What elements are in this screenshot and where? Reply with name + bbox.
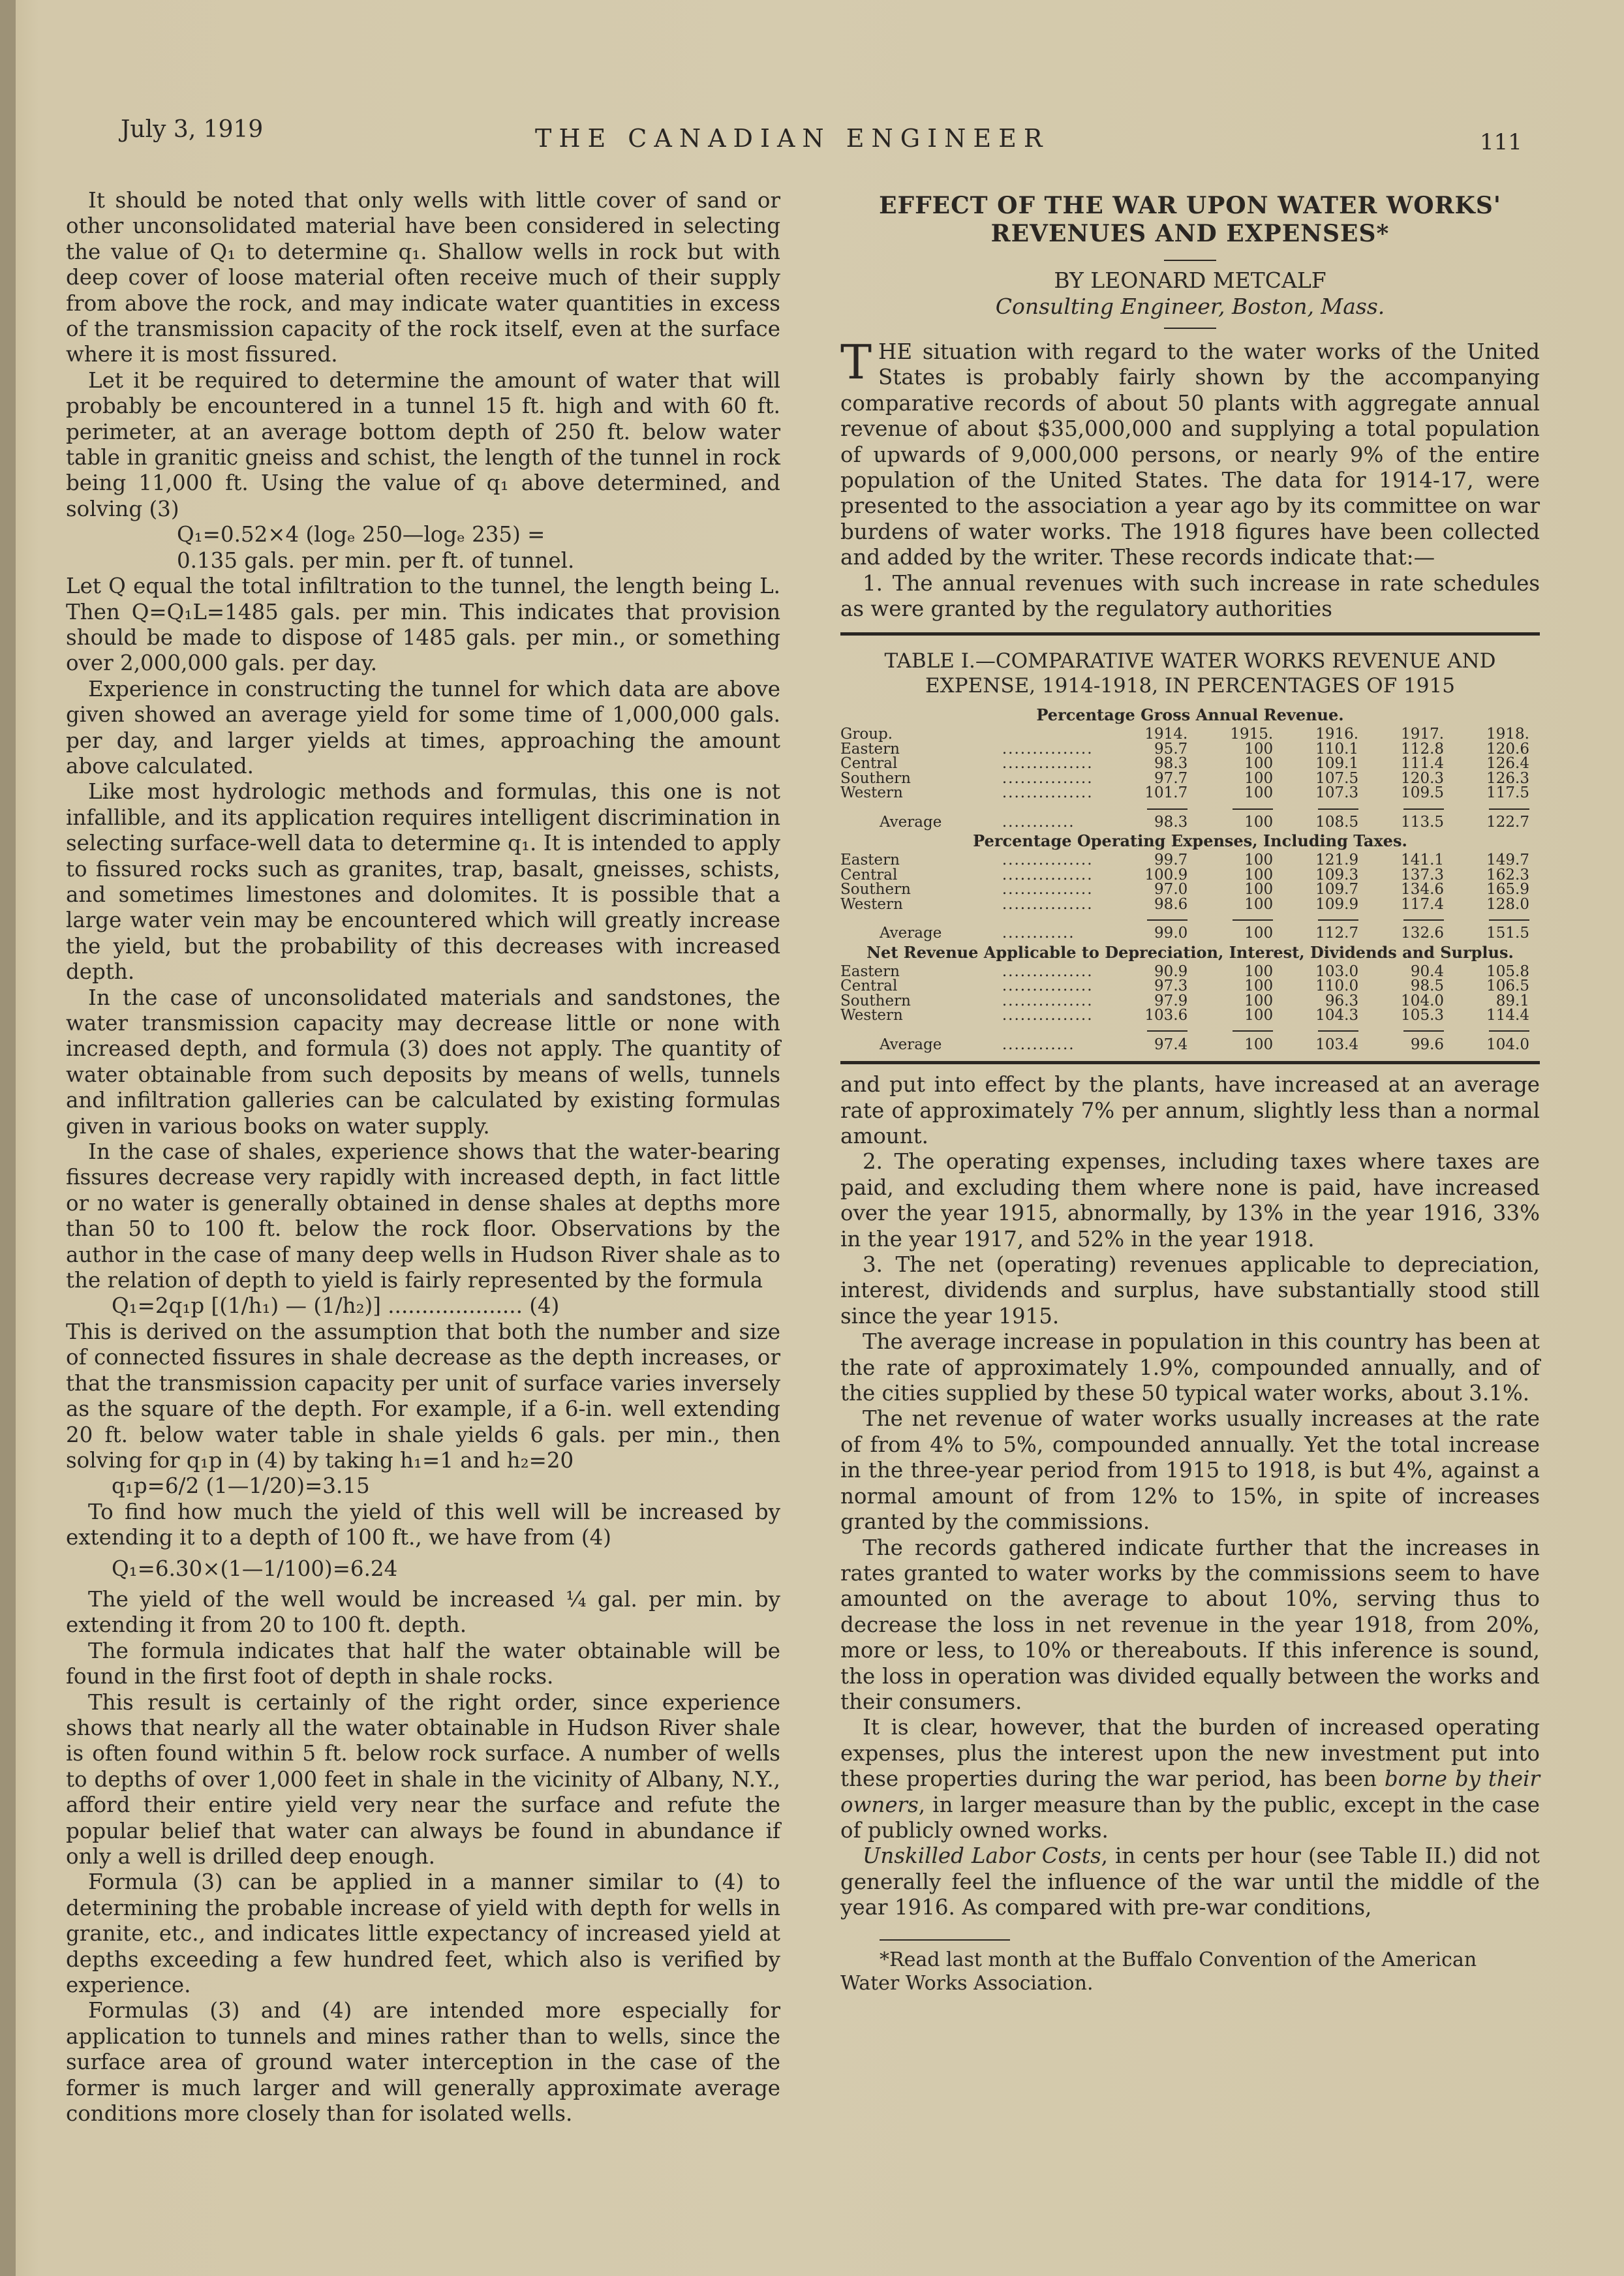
sum-rule [1369,912,1454,926]
table-row [840,1008,1540,1023]
table-average-row [840,815,1540,829]
table-top-rule [840,632,1540,636]
paragraph-text: HE situation with regard to the water works of the United States is probably fairly shown by the accompanying comparative records of about 50 plants with aggregate annual revenue of about $35,000,000 and supplying a total population of upwards of 9,000,000 persons, or nearly 9% of the entire population of the United States. The data for 1914-17, were presented to the association a year ago by its committee on war burdens of water works. The 1918 figures have been collected and added by the writer. These records indicate that:— [840,339,1540,570]
column-header-year: 1914. [1144,726,1188,743]
table-row [840,786,1540,800]
paragraph: 3. The net (operating) revenues applicable to depreciation, interest, dividends and surplus, have substantially stood still since the year 1915. [840,1252,1540,1329]
table-cell-value: 114.4 [1486,1006,1529,1024]
table-cell-value: 97.9 [1154,992,1188,1009]
table-row [840,979,1540,993]
table-cell-value: 107.3 [1315,784,1359,802]
table-cell-value: 107.5 [1315,769,1359,787]
table-cell-value: 104.3 [1315,1006,1359,1024]
spacer [840,912,1002,926]
leader-dots: ............... [1002,771,1094,786]
sum-rule [1454,1023,1540,1037]
paragraph: To find how much the yield of this well will be increased by extending it to a depth of 100 ft., we have from (4) [66,1499,780,1550]
row-average-label: Average [880,813,942,831]
table-cell-value: 104.0 [1401,992,1445,1009]
table-cell-average: 99.6 [1410,1036,1445,1053]
table-cell-value: 105.8 [1486,962,1529,980]
column-header-group: Group. [840,726,893,743]
sum-rule [1112,801,1198,815]
table-cell-value: 100 [1244,992,1274,1009]
revenue-expense-table [840,703,1540,1052]
header-page-number: 111 [1480,129,1522,155]
sum-rule-row [840,801,1540,815]
sum-rule [1198,1023,1283,1037]
leader-dots: ............... [1002,756,1094,771]
table-cell-value: 117.5 [1486,784,1529,802]
header-date: July 3, 1919 [121,116,264,143]
paragraph: The average increase in population in this country has been at the rate of approximately 1.9%, compounded annually, and of the cities supplied by these 50 typical water works, about 3.1%. [840,1329,1540,1406]
paragraph: Formulas (3) and (4) are intended more especially for application to tunnels and mines rather than to wells, since the surface area of ground water interception in the case of the former is much larger and will generally approximate average conditions more closely than for isolated wells. [66,1998,780,2127]
table-cell-value: 141.1 [1401,852,1445,869]
table-cell-value: 98.3 [1154,755,1188,773]
table-cell-value: 109.3 [1315,866,1359,884]
leader-dots: ............... [1002,853,1094,868]
table-cell-average: 108.5 [1315,813,1359,831]
italic-phrase: borne by their owners [840,1766,1540,1817]
table-section-title: Percentage Operating Expenses, Including Taxes. [973,831,1407,851]
leader-dots: ............... [1002,897,1094,912]
table-cell-average: 112.7 [1315,925,1359,942]
table-cell-value: 90.9 [1154,962,1188,980]
table-cell-value: 100 [1244,881,1274,899]
table-cell-average: 132.6 [1401,925,1445,942]
sum-rule [1112,912,1198,926]
binding-shadow [0,0,16,2276]
row-group-label: Western [840,895,903,913]
table-cell-value: 109.5 [1401,784,1445,802]
row-group-label: Southern [840,769,911,787]
article-title-line: REVENUES AND EXPENSES* [990,220,1390,247]
leader-dots: ............ [1002,926,1075,941]
table-cell-value: 100 [1244,895,1274,913]
table-cell-value: 98.6 [1154,895,1188,913]
table-cell-average: 97.4 [1154,1036,1188,1053]
spacer [1002,1023,1112,1037]
table-cell-value: 128.0 [1486,895,1529,913]
sum-rule [1198,801,1283,815]
table-row [840,994,1540,1008]
equation: Q₁=2q₁p [(1/h₁) — (1/h₂)] .................... (4) [112,1293,560,1319]
table-cell-value: 103.6 [1144,1006,1188,1024]
paragraph [840,1843,1540,1920]
table-cell-average: 113.5 [1401,813,1445,831]
sum-rule [1198,912,1283,926]
table-cell-average: 100 [1244,1036,1274,1053]
table-cell-value: 110.1 [1315,740,1359,758]
table-cell-value: 162.3 [1486,866,1529,884]
leader-dots: ............... [1002,741,1094,757]
table-cell-average: 100 [1244,813,1274,831]
table-cell-value: 103.0 [1315,962,1359,980]
paragraph: The formula indicates that half the water obtainable will be found in the first foot of depth in shale rocks. [66,1638,780,1689]
table-average-row [840,1038,1540,1052]
row-group-label: Eastern [840,962,900,980]
row-group-label: Western [840,1006,903,1024]
table-cell-value: 126.3 [1486,769,1529,787]
leader-dots: ............ [1002,814,1075,830]
sum-rule [1283,912,1369,926]
sum-rule [1369,801,1454,815]
leader-dots: ............... [1002,964,1094,979]
article-title [840,192,1540,248]
table-cell-value: 100 [1244,740,1274,758]
paragraph-text: , in larger measure than by the public, except in the case of publicly owned works. [840,1792,1540,1843]
paragraph [840,1715,1540,1843]
table-row [840,742,1540,756]
column-header-year: 1917. [1401,726,1445,743]
table-section-title: Net Revenue Applicable to Depreciation, Interest, Dividends and Surplus. [866,942,1514,962]
left-column [66,188,780,2127]
table-cell-value: 117.4 [1401,895,1445,913]
paragraph: The net revenue of water works usually increases at the rate of from 4% to 5%, compounded annually. Yet the total increase in the three-year period from 1915 to 1918, is but 4%, against a normal amount of from 12% to 15%, in spite of increases granted by the commissions. [840,1406,1540,1535]
table-bottom-rule [840,1061,1540,1064]
paragraph-text: It is clear, however, that the burden of increased operating expenses, plus the interest upon the new investment put into these properties during the war period, has been [840,1715,1540,1792]
table-cell-average: 122.7 [1486,813,1529,831]
footnote: *Read last month at the Buffalo Convention of the American Water Works Association. [840,1948,1477,1995]
table-cell-value: 111.4 [1401,755,1445,773]
row-group-label: Eastern [840,852,900,869]
table-cell-value: 120.6 [1486,740,1529,758]
table-row [840,868,1540,882]
leader-dots: ............... [1002,882,1094,897]
row-group-label: Eastern [840,740,900,758]
table-row [840,964,1540,979]
spacer [840,801,1002,815]
table-cell-value: 137.3 [1401,866,1445,884]
table-row [840,853,1540,867]
table-row [840,771,1540,786]
table-cell-average: 100 [1244,925,1274,942]
table-cell-value: 98.5 [1410,977,1445,995]
spacer [1002,801,1112,815]
equation: q₁p=6/2 (1—1/20)=3.15 [112,1473,370,1499]
sum-rule [1283,801,1369,815]
table-cell-value: 89.1 [1495,992,1529,1009]
row-average-label: Average [880,925,942,942]
table-cell-value: 109.7 [1315,881,1359,899]
paragraph: Like most hydrologic methods and formulas, this one is not infallible, and its application requires intelligent discrimination in selecting surface-well data to determine q₁. It is intended to apply to fissured rocks such as granites, trap, basalt, gneisses, schists, and sometimes limestones and dolomites. It is possible that a large water vein may be encountered which will greatly increase the yield, but the probability of this decreases with increased depth. [66,779,780,985]
table-cell-value: 101.7 [1144,784,1188,802]
leader-dots: ............... [1002,1007,1094,1023]
table-caption-line: TABLE I.—COMPARATIVE WATER WORKS REVENUE AND [884,649,1496,673]
table-cell-average: 151.5 [1486,925,1529,942]
footnote-rule [880,1939,1010,1941]
table-cell-value: 109.9 [1315,895,1359,913]
data-table [840,703,1540,1052]
paragraph: This result is certainly of the right order, since experience shows that nearly all the water obtainable in Hudson River shale is often found within 5 ft. below rock surface. A number of wells to depths of over 1,000 feet in shale in the vicinity of Albany, N.Y., afford their entire yield very near the surface and refute the popular belief that water can always be found in abundance if only a well is drilled deep enough. [66,1689,780,1869]
table-cell-value: 97.3 [1154,977,1188,995]
table-cell-value: 105.3 [1401,1006,1445,1024]
leader-dots: ............... [1002,993,1094,1008]
sum-rule [1369,1023,1454,1037]
equation: Q₁=0.52×4 (logₑ 250—logₑ 235) = [177,522,545,547]
spacer [840,1023,1002,1037]
table-cell-value: 149.7 [1486,852,1529,869]
sum-rule-row [840,1023,1540,1037]
row-group-label: Central [840,977,898,995]
table-row [840,897,1540,912]
table-cell-average: 104.0 [1486,1036,1529,1053]
leader-dots: ............... [1002,867,1094,883]
paragraph: 2. The operating expenses, including taxes where taxes are paid, and excluding them where none is paid, have increased over the year 1915, abnormally, by 13% in the year 1916, 33% in the year 1917, and 52% in the year 1918. [840,1149,1540,1252]
table-section-title: Percentage Gross Annual Revenue. [1036,705,1344,725]
opening-paragraph [840,335,1540,571]
equation: Q₁=6.30×(1—1/100)=6.24 [112,1556,398,1581]
row-average-label: Average [880,1036,942,1053]
table-cell-value: 100.9 [1144,866,1188,884]
table-cell-value: 106.5 [1486,977,1529,995]
paragraph: In the case of unconsolidated materials and sandstones, the water transmission capacity may decrease little or none with increased depth, and formula (3) does not apply. The quantity of water obtainable from such deposits by means of wells, tunnels and infiltration galleries can be calculated by existing formulas given in various books on water supply. [66,985,780,1139]
table-cell-average: 98.3 [1154,813,1188,831]
paragraph: Formula (3) can be applied in a manner similar to (4) to determining the probable increase of yield with depth for wells in granite, etc., and indicates little expectancy of increased yield at depths exceeding a few hundred feet, which also is verified by experience. [66,1869,780,1998]
table-cell-value: 100 [1244,962,1274,980]
table-cell-value: 100 [1244,755,1274,773]
table-caption [840,649,1540,698]
right-column [840,188,1540,1995]
equation-result: 0.135 gals. per min. per ft. of tunnel. [177,547,575,573]
header-journal-title: THE CANADIAN ENGINEER [535,124,1050,153]
short-rule [1164,328,1216,329]
row-group-label: Southern [840,881,911,899]
paragraph: It should be noted that only wells with little cover of sand or other unconsolidated material have been considered in selecting the value of Q₁ to determine q₁. Shallow wells in rock but with deep cover of loose material often receive much of their supply from above the rock, and may indicate water quantities in excess of the transmission capacity of the rock itself, even at the surface where it is most fissured. [66,188,780,367]
table-cell-value: 121.9 [1315,852,1359,869]
table-cell-value: 95.7 [1154,740,1188,758]
sum-rule-row [840,912,1540,926]
paragraph: The yield of the well would be increased ¼ gal. per min. by extending it from 20 to 100 ft. depth. [66,1586,780,1638]
row-group-label: Central [840,866,898,884]
article-title-line: EFFECT OF THE WAR UPON WATER WORKS' [879,192,1501,219]
paragraph: Let it be required to determine the amount of water that will probably be encountered in a tunnel 15 ft. high and with 60 ft. perimeter, at an average bottom depth of 250 ft. below water table in granitic gneiss and schist, the length of the tunnel in rock being 11,000 ft. Using the value of q₁ above determined, and solving (3) [66,367,780,521]
column-header-spacer [1002,727,1112,741]
table-cell-value: 100 [1244,769,1274,787]
sum-rule [1283,1023,1369,1037]
sum-rule [1112,1023,1198,1037]
table-cell-value: 165.9 [1486,881,1529,899]
paragraph: 1. The annual revenues with such increase in rate schedules as were granted by the regulatory authorities [840,570,1540,622]
table-row [840,756,1540,771]
paragraph: and put into effect by the plants, have increased at an average rate of approximately 7% per annum, slightly less than a normal amount. [840,1072,1540,1148]
column-header-year: 1918. [1486,726,1529,743]
table-cell-value: 100 [1244,866,1274,884]
table-cell-value: 100 [1244,852,1274,869]
table-row [840,882,1540,897]
row-group-label: Western [840,784,903,802]
sum-rule [1454,801,1540,815]
table-cell-value: 100 [1244,977,1274,995]
paragraph: Experience in constructing the tunnel for which data are above given showed an average yield for some time of 1,000,000 gals. per day, and larger yields at times, approaching the amount above calculated. [66,676,780,778]
table-cell-value: 109.1 [1315,755,1359,773]
leader-dots: ............... [1002,979,1094,994]
short-rule [1164,260,1216,261]
table-cell-value: 110.0 [1315,977,1359,995]
author-affiliation: Consulting Engineer, Boston, Mass. [995,294,1385,319]
leader-dots: ............... [1002,786,1094,801]
table-cell-value: 100 [1244,1006,1274,1024]
row-group-label: Southern [840,992,911,1009]
column-header-year: 1916. [1315,726,1359,743]
table-average-row [840,926,1540,940]
paragraph: In the case of shales, experience shows that the water-bearing fissures decrease very rapidly with increased depth, in fact little or no water is generally obtained in dense shales at depths more than 50 to 100 ft. below the rock floor. Observations by the author in the case of many deep wells in Hudson River shale as to the relation of depth to yield is fairly represented by the formula [66,1139,780,1293]
drop-cap: T [840,335,872,390]
table-cell-value: 120.3 [1401,769,1445,787]
table-header-row [840,727,1540,741]
paragraph-text: , in cents per hour (see Table II.) did not generally feel the influence of the war until the middle of the year 1916. As compared with pre-war conditions, [840,1843,1540,1920]
paragraph: This is derived on the assumption that both the number and size of connected fissures in shale decrease as the depth increases, or that the transmission capacity per unit of surface varies inversely as the square of the depth. For example, if a 6-in. well extending 20 ft. below water table in shale yields 6 gals. per min., then solving for q₁p in (4) by taking h₁=1 and h₂=20 [66,1319,780,1473]
table-cell-value: 100 [1244,784,1274,802]
table-cell-value: 134.6 [1401,881,1445,899]
table-cell-value: 96.3 [1325,992,1359,1009]
leader-dots: ............ [1002,1037,1075,1053]
sum-rule [1454,912,1540,926]
table-cell-average: 99.0 [1154,925,1188,942]
table-cell-value: 97.0 [1154,881,1188,899]
table-cell-value: 112.8 [1401,740,1445,758]
paragraph: The records gathered indicate further that the increases in rates granted to water works by the commissions seem to have amounted on the average to about 10%, serving thus to decrease the loss in net revenue in the year 1918, from 20%, more or less, to 10% or thereabouts. If this inference is sound, the loss in operation was divided equally between the works and their consumers. [840,1535,1540,1714]
table-cell-value: 126.4 [1486,755,1529,773]
italic-heading: Unskilled Labor Costs [863,1843,1101,1869]
table-caption-line: EXPENSE, 1914-1918, IN PERCENTAGES OF 1915 [925,674,1455,698]
table-cell-value: 90.4 [1410,962,1445,980]
table-cell-average: 103.4 [1315,1036,1359,1053]
paragraph: Let Q equal the total infiltration to the tunnel, the length being L. Then Q=Q₁L=1485 gals. per min. This indicates that provision should be made to dispose of 1485 gals. per min., or something over 2,000,000 gals. per day. [66,574,780,676]
table-cell-value: 99.7 [1154,852,1188,869]
row-group-label: Central [840,755,898,773]
table-cell-value: 97.7 [1154,769,1188,787]
spacer [1002,912,1112,926]
byline: BY LEONARD METCALF [1054,268,1326,293]
column-header-year: 1915. [1230,726,1274,743]
